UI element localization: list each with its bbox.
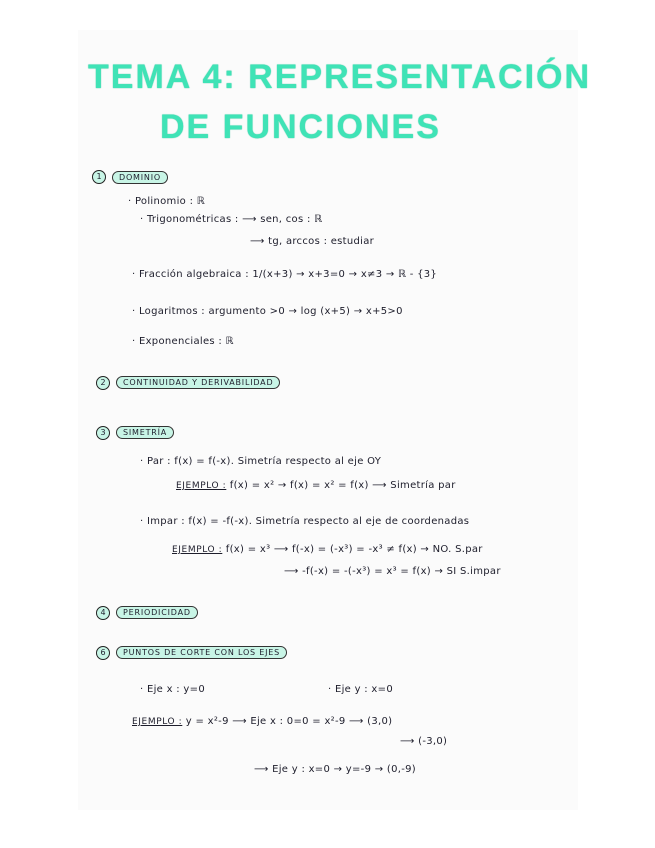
section-number: 6 — [96, 646, 110, 660]
dominio-polinomio: · Polinomio : ℝ — [128, 196, 205, 207]
page-subtitle: DE FUNCIONES — [160, 108, 441, 146]
section-heading-continuidad: CONTINUIDAD Y DERIVABILIDAD — [116, 376, 280, 389]
cortes-ejemplo-2: ⟶ (-3,0) — [400, 736, 448, 747]
simetria-impar: · Impar : f(x) = -f(-x). Simetría respecto al eje de coordenadas — [140, 516, 470, 527]
section-heading-simetria: SIMETRÍA — [116, 426, 174, 439]
ejemplo-label: EJEMPLO : — [176, 481, 227, 491]
dominio-fraccion: · Fracción algebraica : 1/(x+3) → x+3=0 → x≠3 → ℝ - {3} — [132, 269, 438, 280]
section-heading-periodicidad: PERIODICIDAD — [116, 606, 198, 619]
ejemplo-text: f(x) = x³ ⟶ f(-x) = (-x³) = -x³ ≠ f(x) → NO. S.par — [225, 544, 483, 555]
simetria-impar-ejemplo — [172, 544, 483, 555]
section-heading-dominio: DOMINIO — [112, 171, 168, 184]
simetria-impar-ejemplo-2: ⟶ -f(-x) = -(-x³) = x³ = f(x) → SI S.impar — [284, 566, 501, 577]
page-title: TEMA 4: REPRESENTACIÓN — [88, 58, 592, 96]
section-number: 1 — [92, 170, 106, 184]
cortes-eje-x: · Eje x : y=0 — [140, 684, 205, 695]
dominio-logaritmos: · Logaritmos : argumento >0 → log (x+5) → x+5>0 — [132, 306, 403, 317]
cortes-ejemplo-3: ⟶ Eje y : x=0 → y=-9 → (0,-9) — [254, 764, 417, 775]
simetria-par: · Par : f(x) = f(-x). Simetría respecto al eje OY — [140, 456, 382, 467]
dominio-exponenciales: · Exponenciales : ℝ — [132, 336, 234, 347]
section-heading-cortes: PUNTOS DE CORTE CON LOS EJES — [116, 646, 287, 659]
cortes-eje-y: · Eje y : x=0 — [328, 684, 393, 695]
cortes-ejemplo — [132, 716, 392, 727]
simetria-par-ejemplo — [176, 480, 456, 491]
section-number: 2 — [96, 376, 110, 390]
dominio-trig-2: ⟶ tg, arccos : estudiar — [250, 236, 375, 247]
ejemplo-text: f(x) = x² → f(x) = x² = f(x) ⟶ Simetría par — [229, 480, 456, 491]
section-number: 3 — [96, 426, 110, 440]
ejemplo-label: EJEMPLO : — [132, 717, 183, 727]
ejemplo-label: EJEMPLO : — [172, 545, 223, 555]
dominio-trig-1: · Trigonométricas : ⟶ sen, cos : ℝ — [140, 214, 323, 225]
section-number: 4 — [96, 606, 110, 620]
ejemplo-text: y = x²-9 ⟶ Eje x : 0=0 = x²-9 ⟶ (3,0) — [185, 716, 393, 727]
